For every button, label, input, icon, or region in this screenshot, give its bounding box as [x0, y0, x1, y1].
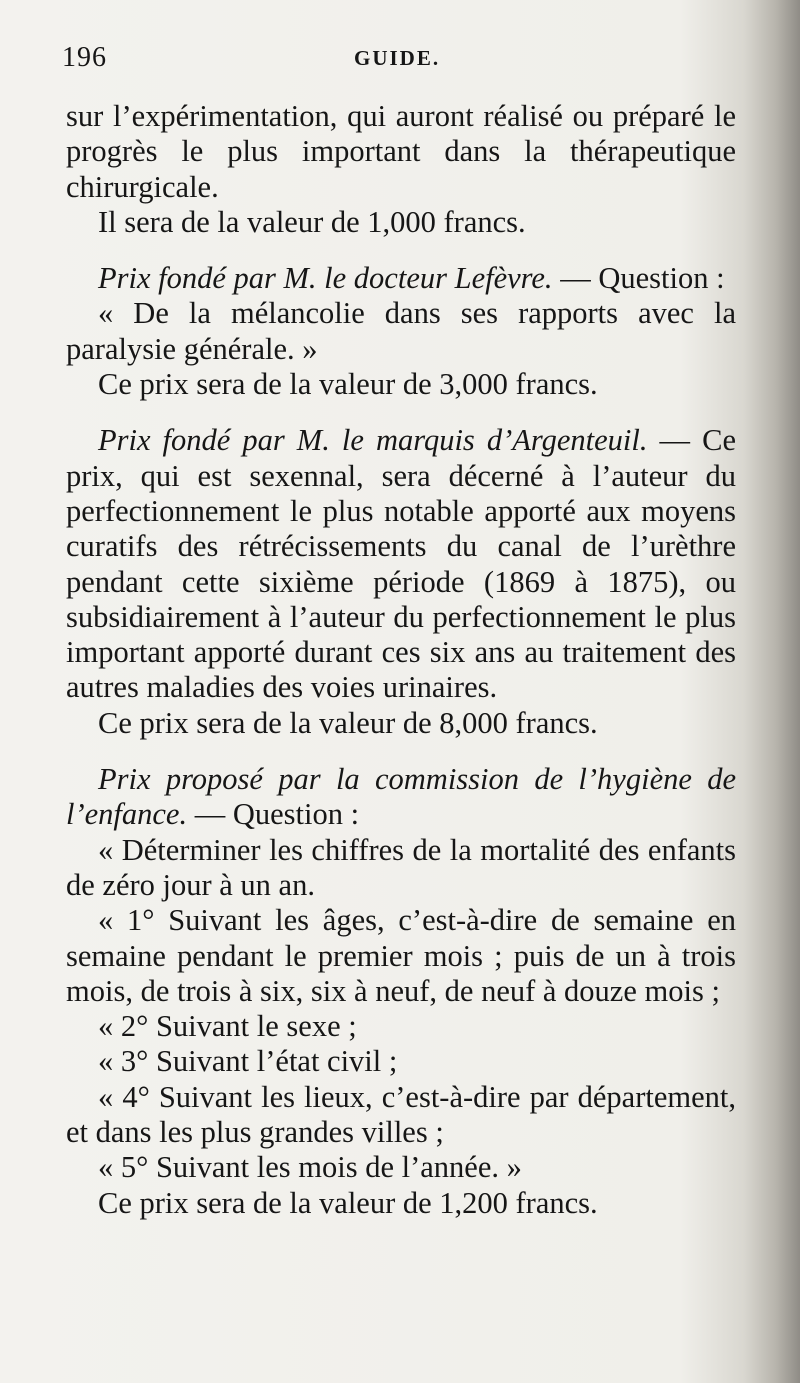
question-text: « Déterminer les chiffres de la mortalité des enfants de zéro jour à un an.: [66, 832, 736, 902]
prize-heading-lefevre: [66, 261, 736, 296]
question-item: « 3° Suivant l’état civil ;: [98, 1044, 398, 1079]
prize-title: Prix proposé par la commission de l’hygiène de l’enfance.: [66, 762, 736, 832]
section-gap: [66, 402, 736, 423]
prize-title-rest: — Question :: [187, 797, 360, 832]
prize-title: Prix fondé par M. le docteur Lefèvre.: [98, 261, 553, 296]
section-gap: [66, 741, 736, 762]
prize-title-rest: — Question :: [552, 261, 725, 296]
prize-heading-argenteuil: [66, 423, 736, 705]
page-number: 196: [62, 42, 107, 73]
question-item: « 4° Suivant les lieux, c’est-à-dire par département, et dans les plus grandes villes ;: [66, 1079, 736, 1150]
prize-heading-hygiene: [66, 762, 736, 833]
prize-title: Prix fondé par M. le marquis d’Argenteuil.: [98, 423, 648, 458]
question-item: « 2° Suivant le sexe ;: [98, 1009, 357, 1044]
prize-value-line: Ce prix sera de la valeur de 1,200 francs.: [98, 1185, 598, 1220]
question-item: « 1° Suivant les âges, c’est-à-dire de semaine en semaine pendant le premier mois ; puis de un à trois mois, de trois à six, six à neuf, de neuf à douze mois ;: [66, 903, 736, 1008]
prize-value-line: Il sera de la valeur de 1,000 francs.: [98, 204, 526, 239]
prize-value-line: Ce prix sera de la valeur de 3,000 francs.: [98, 367, 598, 402]
prize-value-line: Ce prix sera de la valeur de 8,000 francs.: [98, 705, 598, 740]
question-text: « De la mélancolie dans ses rapports avec la paralysie générale. »: [66, 296, 736, 366]
page-body: [66, 99, 736, 1221]
paragraph-continuation: sur l’expérimentation, qui auront réalisé ou préparé le progrès le plus important dans la thérapeutique chirurgicale.: [66, 99, 736, 204]
page-header: [62, 42, 740, 78]
running-head: GUIDE.: [354, 46, 441, 70]
prize-description: — Ce prix, qui est sexennal, sera décerné à l’auteur du perfectionnement le plus notable apporté aux moyens curatifs des rétrécissements du canal de l’urèthre pendant cette sixième période (1869 à 1875), ou subsidiairement à l’auteur du perfectionnement le plus important apporté durant ces six ans au traitement des autres maladies des voies urinaires.: [66, 423, 736, 705]
section-gap: [66, 240, 736, 261]
question-item: « 5° Suivant les mois de l’année. »: [98, 1150, 522, 1185]
